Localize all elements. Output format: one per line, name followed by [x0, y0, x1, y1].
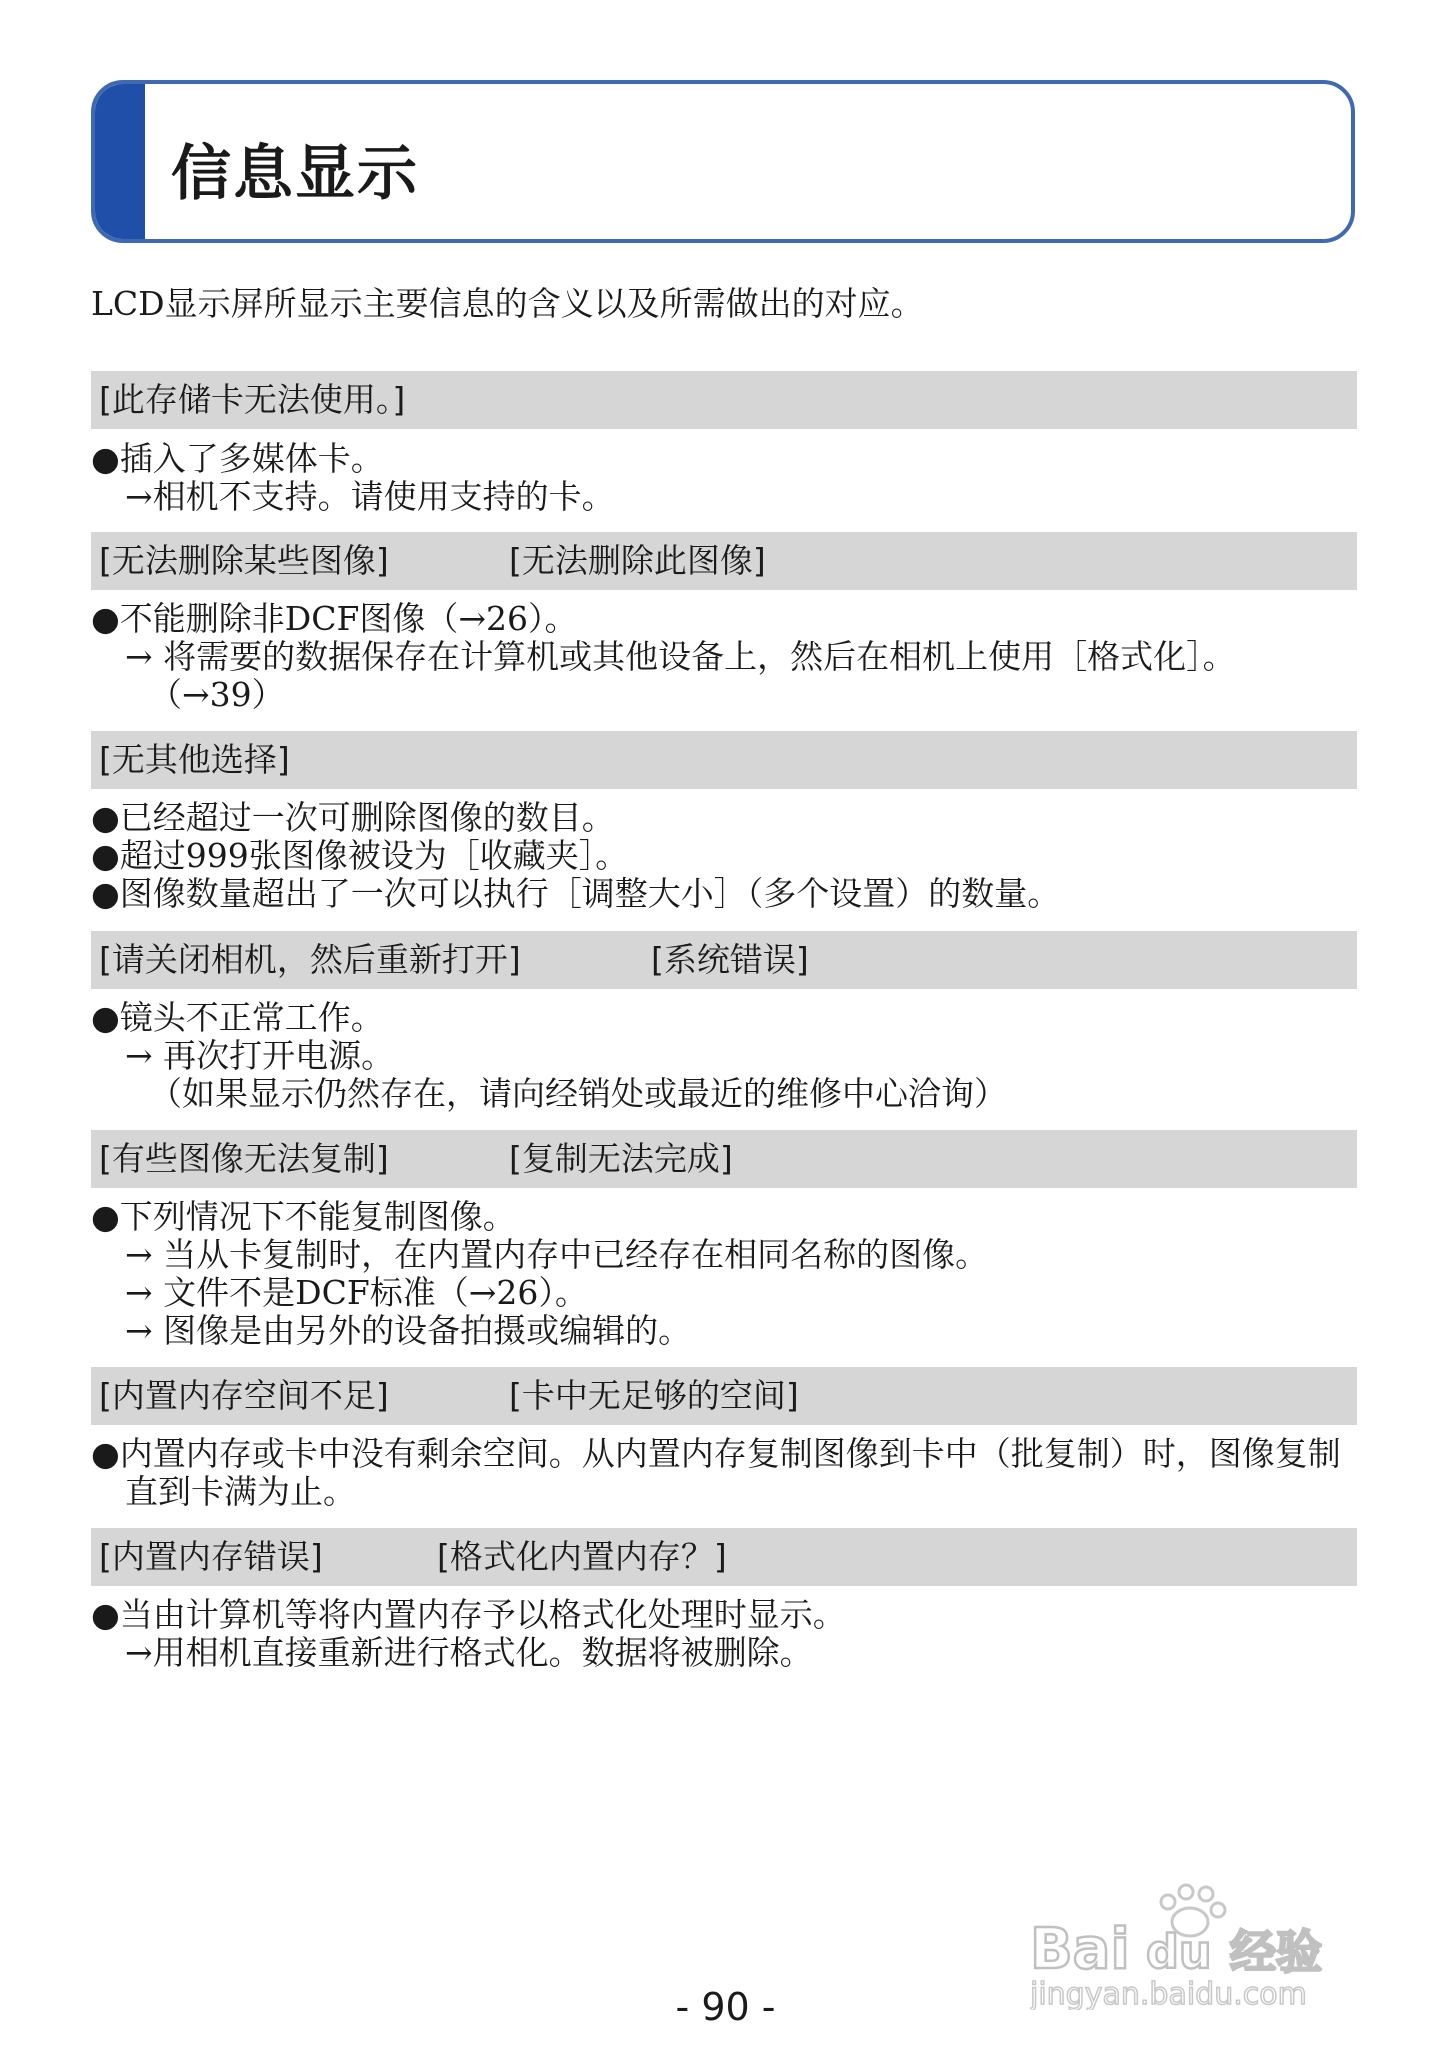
remedy-line: →用相机直接重新进行格式化。数据将被删除。 [125, 1633, 813, 1672]
intro-text: LCD显示屏所显示主要信息的含义以及所需做出的对应。 [91, 284, 924, 323]
section-body [91, 999, 1361, 1113]
page-title: 信息显示 [171, 139, 419, 209]
svg-text:du: du [1146, 1925, 1212, 1979]
section-body [91, 1596, 1361, 1672]
cause-line: ●插入了多媒体卡。 [91, 439, 384, 478]
section-header [91, 1528, 1357, 1586]
reference-line: （→39） [149, 675, 285, 714]
svg-text:经验: 经验 [1230, 1925, 1322, 1979]
message-label: [格式化内置内存？] [437, 1537, 727, 1576]
section-body [91, 1198, 1361, 1350]
message-label: [卡中无足够的空间] [509, 1376, 799, 1415]
note-line: （如果显示仍然存在，请向经销处或最近的维修中心洽询） [149, 1074, 1007, 1113]
message-label: [无法删除此图像] [509, 541, 766, 580]
message-label: [无法删除某些图像] [99, 541, 389, 580]
message-label: [内置内存错误] [99, 1537, 323, 1576]
page-title-box [91, 80, 1355, 243]
message-label: [无其他选择] [99, 740, 290, 779]
section-body [91, 440, 1361, 516]
remedy-line: → 图像是由另外的设备拍摄或编辑的。 [125, 1311, 692, 1350]
remedy-line: →相机不支持。请使用支持的卡。 [125, 477, 615, 516]
section-header [91, 731, 1357, 789]
page-number: - 90 - [675, 1985, 776, 2029]
section-header [91, 371, 1357, 429]
remedy-line: → 文件不是DCF标准（→26）。 [125, 1273, 588, 1312]
section-header [91, 532, 1357, 590]
cause-line: ●镜头不正常工作。 [91, 998, 384, 1037]
title-accent-bar [95, 84, 145, 239]
svg-text:Bai: Bai [1030, 1917, 1130, 1982]
message-label: [请关闭相机，然后重新打开] [99, 940, 521, 979]
cause-line: ●超过999张图像被设为［收藏夹］。 [91, 836, 629, 875]
section-body [91, 600, 1361, 714]
section-header [91, 931, 1357, 989]
remedy-line: → 当从卡复制时，在内置内存中已经存在相同名称的图像。 [125, 1235, 989, 1274]
cause-line: ●下列情况下不能复制图像。 [91, 1197, 516, 1236]
svg-text:jingyan.baidu.com: jingyan.baidu.com [1030, 1977, 1307, 2010]
message-label: [有些图像无法复制] [99, 1139, 389, 1178]
message-label: [此存储卡无法使用。] [99, 380, 406, 419]
section-body [91, 799, 1361, 913]
message-label: [复制无法完成] [509, 1139, 733, 1178]
cause-line: ●当由计算机等将内置内存予以格式化处理时显示。 [91, 1595, 846, 1634]
section-header [91, 1367, 1357, 1425]
section-body [91, 1435, 1359, 1511]
section-header [91, 1130, 1357, 1188]
message-label: [系统错误] [651, 940, 809, 979]
cause-line: ●内置内存或卡中没有剩余空间。从内置内存复制图像到卡中（批复制）时，图像复制直到卡满为止。 [91, 1434, 1341, 1511]
remedy-line: → 再次打开电源。 [125, 1036, 395, 1075]
cause-line: ●不能删除非DCF图像（→26）。 [91, 599, 578, 638]
message-label: [内置内存空间不足] [99, 1376, 389, 1415]
remedy-line: → 将需要的数据保存在计算机或其他设备上，然后在相机上使用［格式化］。 [125, 637, 1236, 676]
cause-line: ●图像数量超出了一次可以执行［调整大小］（多个设置）的数量。 [91, 874, 1061, 913]
cause-line: ●已经超过一次可删除图像的数目。 [91, 798, 615, 837]
